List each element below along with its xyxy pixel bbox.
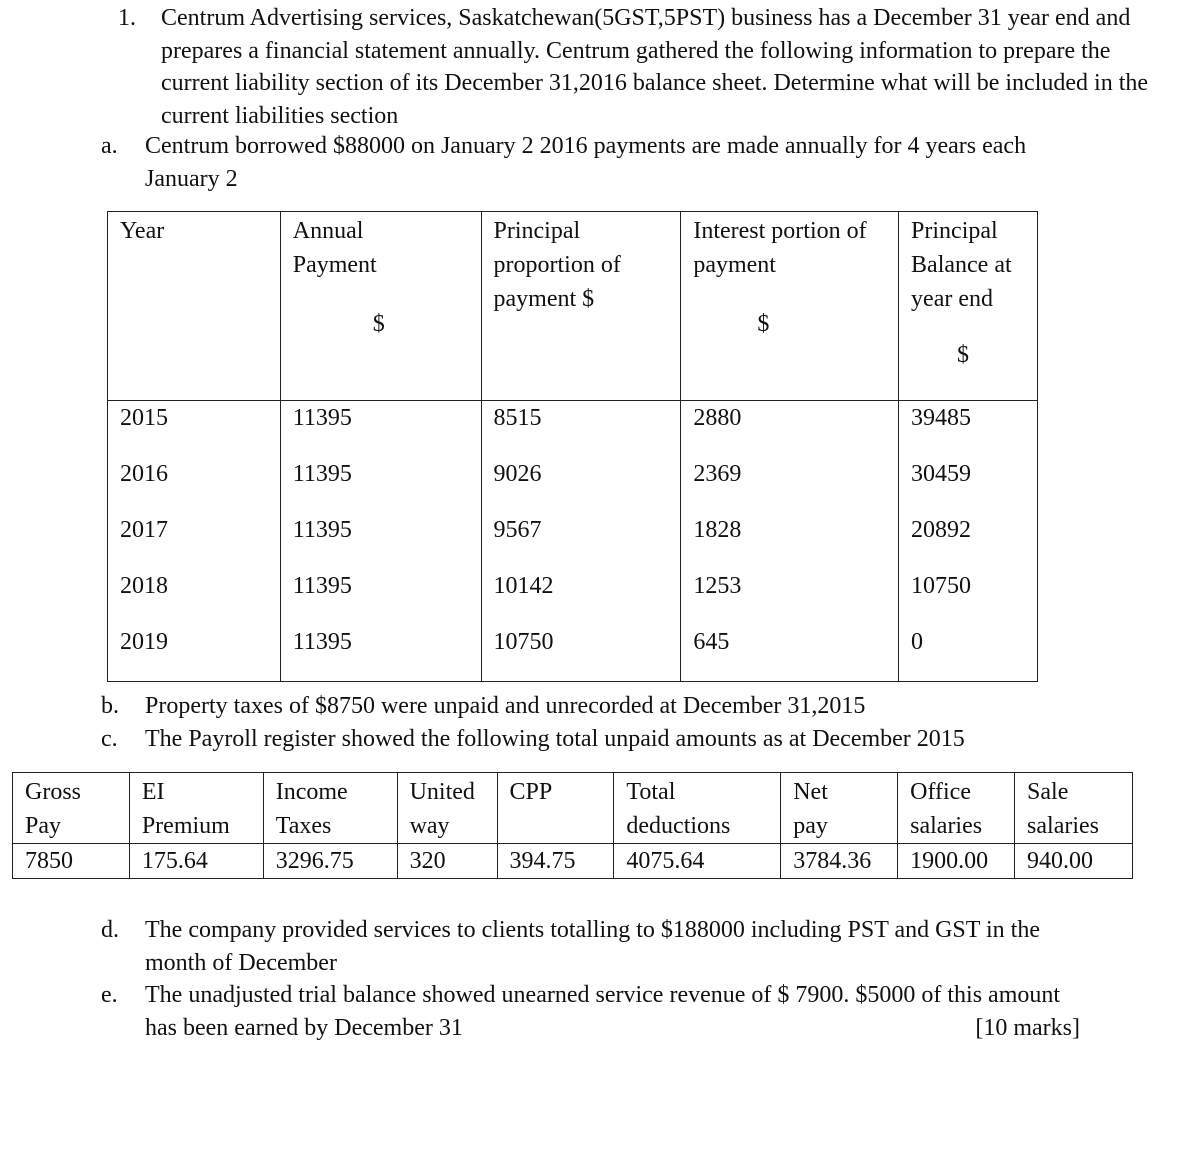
header-line: CPP bbox=[509, 779, 553, 805]
table-cell: 175.64 bbox=[129, 844, 263, 879]
item-e bbox=[101, 979, 1161, 1045]
table-cell: 1253 bbox=[681, 569, 899, 625]
header-line: Principal bbox=[493, 218, 581, 244]
table-cell: 8515 bbox=[481, 401, 681, 458]
question-text: Centrum Advertising services, Saskatchewan(5GST,5PST) business has a December 31 year end and prepares a financial statement annually. Centrum gathered the following information to prepare the current liability section of its December 31,2016 balance sheet. Determine what will be included in the current liabilities section bbox=[161, 5, 1149, 129]
table-cell: 9567 bbox=[481, 513, 681, 569]
header-line: Income bbox=[275, 779, 348, 805]
payroll-header-row bbox=[13, 773, 1133, 844]
header-line: payment $ bbox=[493, 286, 595, 312]
item-a-label: a. bbox=[101, 133, 118, 159]
item-e-label: e. bbox=[101, 982, 118, 1008]
table-cell: 2369 bbox=[681, 457, 899, 513]
payroll-header-cpp bbox=[497, 773, 614, 844]
item-b bbox=[101, 690, 1161, 723]
item-d-line2: month of December bbox=[145, 949, 337, 976]
item-b-text: Property taxes of $8750 were unpaid and unrecorded at December 31,2015 bbox=[145, 693, 866, 719]
loan-header-interest-portion bbox=[681, 212, 899, 401]
loan-amortization-table bbox=[107, 211, 1038, 682]
table-cell: 394.75 bbox=[497, 844, 614, 879]
payroll-header-income-taxes bbox=[263, 773, 397, 844]
loan-header-annual-payment bbox=[280, 212, 481, 401]
header-line: Office bbox=[910, 779, 971, 805]
header-line: Annual bbox=[292, 218, 364, 244]
table-row bbox=[13, 844, 1133, 879]
payroll-header-sale-salaries bbox=[1015, 773, 1133, 844]
header-line: Gross bbox=[25, 779, 82, 805]
item-e-line2: has been earned by December 31 bbox=[145, 1014, 463, 1041]
loan-header-principal-proportion bbox=[481, 212, 681, 401]
payroll-header-total-deductions bbox=[614, 773, 781, 844]
table-cell: 2880 bbox=[681, 401, 899, 458]
header-line: Sale bbox=[1027, 779, 1069, 805]
table-cell: 9026 bbox=[481, 457, 681, 513]
table-cell: 30459 bbox=[899, 457, 1038, 513]
table-cell: 1900.00 bbox=[898, 844, 1015, 879]
table-cell: 320 bbox=[397, 844, 497, 879]
header-line: United bbox=[409, 779, 475, 805]
table-cell: 39485 bbox=[899, 401, 1038, 458]
marks-label: [10 marks] bbox=[975, 1014, 1080, 1041]
table-cell: 1828 bbox=[681, 513, 899, 569]
table-row bbox=[108, 625, 1038, 682]
table-cell: 2018 bbox=[108, 569, 281, 625]
header-line: way bbox=[409, 813, 450, 839]
header-line: Principal bbox=[911, 218, 998, 244]
header-unit: $ bbox=[372, 311, 385, 337]
table-cell: 2017 bbox=[108, 513, 281, 569]
header-line: Pay bbox=[25, 813, 61, 839]
table-cell: 10142 bbox=[481, 569, 681, 625]
payroll-header-office-salaries bbox=[898, 773, 1015, 844]
table-cell: 3296.75 bbox=[263, 844, 397, 879]
table-cell: 20892 bbox=[899, 513, 1038, 569]
loan-header-row bbox=[108, 212, 1038, 401]
table-row bbox=[108, 457, 1038, 513]
table-cell: 11395 bbox=[280, 401, 481, 458]
header-line: Taxes bbox=[275, 813, 332, 839]
item-c bbox=[101, 723, 1161, 756]
header-line: payment bbox=[693, 252, 776, 278]
header-line: Net bbox=[793, 779, 828, 805]
item-a-line2: January 2 bbox=[145, 165, 238, 192]
table-cell: 645 bbox=[681, 625, 899, 682]
table-cell: 0 bbox=[899, 625, 1038, 682]
header-line: year end bbox=[911, 286, 993, 312]
header-line: proportion of bbox=[493, 252, 621, 278]
table-cell: 11395 bbox=[280, 513, 481, 569]
header-line: salaries bbox=[910, 813, 983, 839]
item-d-label: d. bbox=[101, 917, 119, 943]
table-cell: 11395 bbox=[280, 625, 481, 682]
payroll-header-net-pay bbox=[781, 773, 898, 844]
payroll-register-table bbox=[12, 772, 1133, 879]
header-line: Interest portion of bbox=[693, 218, 867, 244]
table-cell: 4075.64 bbox=[614, 844, 781, 879]
table-row bbox=[108, 513, 1038, 569]
table-cell: 2015 bbox=[108, 401, 281, 458]
header-line: pay bbox=[793, 813, 828, 839]
item-a-line1: Centrum borrowed $88000 on January 2 2016 payments are made annually for 4 years each bbox=[145, 133, 1027, 159]
table-cell: 11395 bbox=[280, 457, 481, 513]
table-cell: 2019 bbox=[108, 625, 281, 682]
item-d bbox=[101, 914, 1161, 980]
header-line: salaries bbox=[1027, 813, 1100, 839]
payroll-header-united-way bbox=[397, 773, 497, 844]
item-b-label: b. bbox=[101, 693, 119, 719]
table-cell: 940.00 bbox=[1015, 844, 1133, 879]
payroll-header-ei-premium bbox=[129, 773, 263, 844]
header-line: Year bbox=[120, 218, 165, 244]
table-cell: 10750 bbox=[899, 569, 1038, 625]
table-cell: 7850 bbox=[13, 844, 130, 879]
header-line: Premium bbox=[141, 813, 230, 839]
table-cell: 2016 bbox=[108, 457, 281, 513]
payroll-header-gross-pay bbox=[13, 773, 130, 844]
table-row bbox=[108, 569, 1038, 625]
loan-header-principal-balance bbox=[899, 212, 1038, 401]
table-cell: 3784.36 bbox=[781, 844, 898, 879]
header-line: EI bbox=[141, 779, 165, 805]
loan-header-year bbox=[108, 212, 281, 401]
table-cell: 11395 bbox=[280, 569, 481, 625]
header-line: Payment bbox=[292, 252, 377, 278]
item-a bbox=[101, 130, 1161, 196]
header-line: Balance at bbox=[911, 252, 1012, 278]
header-unit: $ bbox=[757, 311, 770, 337]
item-c-label: c. bbox=[101, 726, 118, 752]
table-cell: 10750 bbox=[481, 625, 681, 682]
item-d-line1: The company provided services to clients totalling to $188000 including PST and GST in the bbox=[145, 917, 1040, 943]
question-number: 1. bbox=[118, 5, 136, 31]
table-row bbox=[108, 401, 1038, 458]
header-line: Total bbox=[626, 779, 676, 805]
header-line: deductions bbox=[626, 813, 731, 839]
header-unit: $ bbox=[957, 342, 970, 368]
item-c-text: The Payroll register showed the following total unpaid amounts as at December 2015 bbox=[145, 726, 965, 752]
item-e-line1: The unadjusted trial balance showed unearned service revenue of $ 7900. $5000 of this amount bbox=[145, 982, 1061, 1008]
